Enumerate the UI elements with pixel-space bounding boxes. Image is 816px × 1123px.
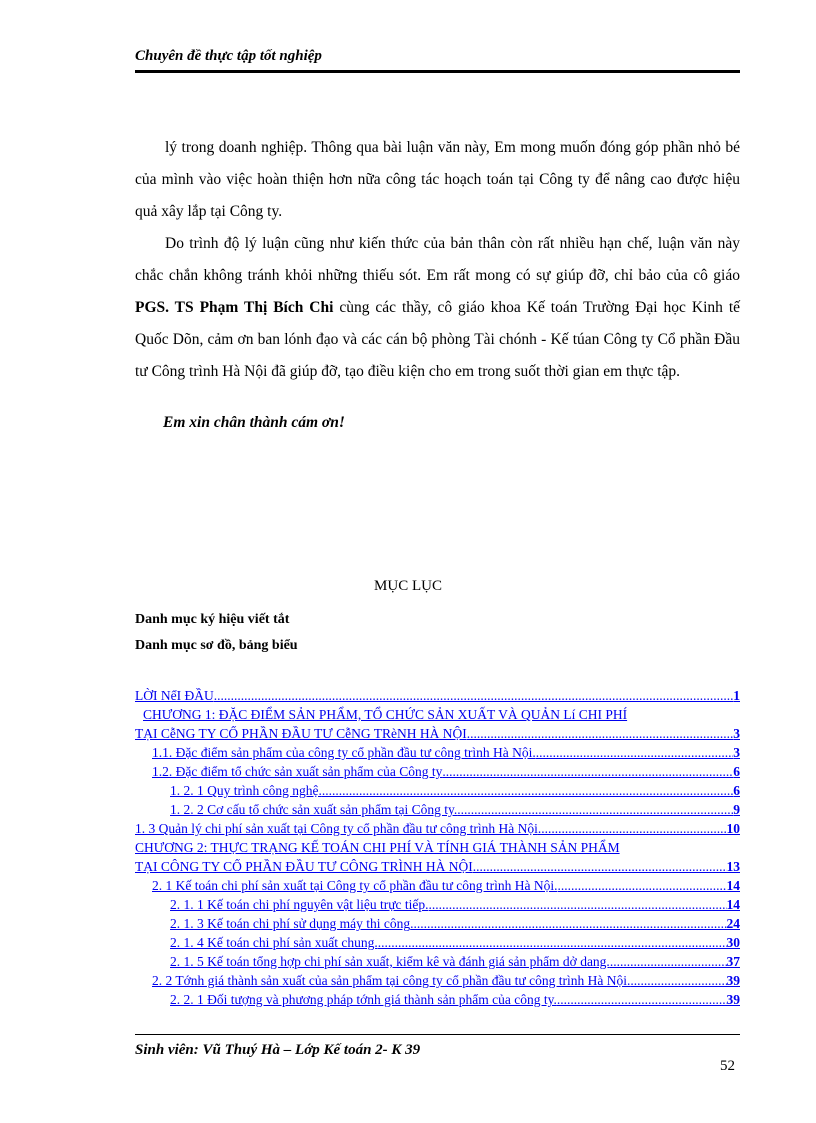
toc-entry[interactable] (170, 954, 740, 970)
header-rule (135, 70, 740, 73)
toc-entry-text: 2. 1. 3 Kế toán chi phí sử dụng máy thi công (170, 916, 411, 931)
toc-entry-page: 24 (726, 916, 740, 931)
toc-entry-text: 2. 1. 4 Kế toán chi phí sản xuất chung. (170, 935, 378, 950)
supervisor-name: PGS. TS Phạm Thị Bích Chi (135, 299, 334, 316)
toc-entry[interactable] (152, 764, 740, 780)
toc-entry-text: 2. 1. 1 Kế toán chi phí nguyên vật liệu trực tiếp. (170, 897, 429, 912)
toc-entry-text: 1. 2. 1 Quy trình công nghệ. (170, 783, 322, 798)
page-number: 52 (720, 1058, 735, 1074)
toc-entry-text: 2. 1. 5 Kế toán tổng hợp chi phí sản xuất, kiểm kê và đánh giá sản phẩm dở dang. (170, 954, 610, 969)
toc-entry[interactable] (170, 783, 740, 799)
toc-entry-page: 39 (726, 992, 740, 1007)
footer-rule (135, 1034, 740, 1035)
toc-entry[interactable] (152, 878, 740, 894)
toc-entry-text: 2. 1 Kế toán chi phí sản xuất tại Công ty cổ phần đầu tư công trình Hà Nội. (152, 878, 558, 893)
toc-entry-page: 1 (733, 688, 740, 703)
paragraph-text: lý trong doanh nghiệp. Thông qua bài luận văn này, Em mong muốn đóng góp phần nhỏ bé của mình vào việc hoàn thiện hơn nữa công tác hoạch toán tại Công ty để nâng cao được hiệu quả xây lắp tại Công ty. (135, 139, 740, 220)
paragraph-text: Do trình độ lý luận cũng như kiến thức của bản thân còn rất nhiều hạn chế, luận văn này chắc chắn không tránh khỏi những thiếu sót. Em rất mong có sự giúp đỡ, chỉ bảo của cô giáo (135, 235, 740, 284)
body-paragraph-1 (135, 132, 740, 228)
body-paragraph-2 (135, 228, 740, 388)
toc-entry-page: 3 (733, 726, 740, 741)
toc-entry-text: 1.1. Đặc điểm sản phẩm của công ty cổ phần đầu tư công trình Hà Nội. (152, 745, 536, 760)
toc-entry-text: 1.2. Đặc điểm tổ chức sản xuất sản phẩm của Công ty (152, 764, 443, 779)
toc-entry-page: 37 (726, 954, 740, 969)
toc-entry[interactable] (170, 916, 740, 932)
toc-entry[interactable] (170, 802, 740, 818)
footer-author: Sinh viên: Vũ Thuý Hà – Lớp Kế toán 2- K 39 (135, 1042, 421, 1058)
toc-entry[interactable]: CHƯƠNG 1: ĐẶC ĐIỂM SẢN PHẨM, TỔ CHỨC SẢN XUẤT VÀ QUẢN Lí CHI PHÍ (143, 707, 628, 722)
toc-entry-page: 39 (726, 973, 740, 988)
toc-entry-page: 14 (726, 897, 740, 912)
toc-entry-page: 30 (726, 935, 740, 950)
toc-entry[interactable] (135, 821, 740, 837)
abbreviation-list-link: Danh mục ký hiệu viết tắt (135, 612, 290, 627)
toc-entry[interactable]: CHƯƠNG 2: THỰC TRẠNG KẾ TOÁN CHI PHÍ VÀ TÍNH GIÁ THÀNH SẢN PHẨM (135, 840, 620, 855)
paragraph-text: cùng các thầy, cô giáo khoa Kế toán Trường Đại học Kinh tế Quốc Dõn, cảm ơn ban lónh đạo và các cán bộ phòng Tài chónh - Kế túan Công ty Cổ phần Đầu tư Công trình Hà Nội đã giúp đỡ, tạo điều kiện cho em trong suốt thời gian em thực tập. (135, 299, 741, 380)
toc-entry-text: 1. 2. 2 Cơ cấu tổ chức sản xuất sản phẩm tại Công ty. (170, 802, 458, 817)
toc-entry-text: LỜI NểI ĐẦU (135, 688, 214, 703)
toc-entry-text: 2. 2. 1 Đối tượng và phương pháp tớnh giá thành sản phẩm của công ty. (170, 992, 557, 1007)
toc-entry[interactable] (135, 688, 740, 704)
toc-entry-page: 3 (733, 745, 740, 760)
toc-entry[interactable] (152, 973, 740, 989)
toc-entry[interactable] (135, 726, 740, 742)
toc-entry-page: 14 (726, 878, 740, 893)
thanks-line: Em xin chân thành cám ơn! (163, 414, 345, 431)
toc-entry-text: TẠI CÔNG TY CỔ PHẦN ĐẦU TƯ CÔNG TRÌNH HÀ NỘI (135, 859, 473, 874)
toc-entry[interactable] (135, 859, 740, 875)
toc-entry-page: 10 (726, 821, 740, 836)
toc-entry[interactable] (170, 935, 740, 951)
page-header: Chuyên đề thực tập tốt nghiệp (135, 48, 322, 64)
toc-entry[interactable] (152, 745, 740, 761)
toc-title: MỤC LỤC (374, 578, 442, 594)
toc-entry-page: 13 (726, 859, 740, 874)
diagram-list-link: Danh mục sơ đồ, bảng biểu (135, 638, 298, 653)
toc-entry-text: 2. 2 Tớnh giá thành sản xuất của sản phẩm tại công ty cổ phần đầu tư công trình Hà Nội. (152, 973, 631, 988)
toc-entry-page: 9 (733, 802, 740, 817)
toc-entry[interactable] (170, 897, 740, 913)
toc-entry[interactable] (170, 992, 740, 1008)
toc-entry-page: 6 (733, 764, 740, 779)
toc-entry-text: 1. 3 Quản lý chi phí sản xuất tại Công ty cổ phần đầu tư công trình Hà Nội (135, 821, 538, 836)
toc-entry-page: 6 (733, 783, 740, 798)
toc-entry-text: TẠI CễNG TY CỔ PHẦN ĐẦU TƯ CễNG TRèNH HÀ NỘI (135, 726, 467, 741)
